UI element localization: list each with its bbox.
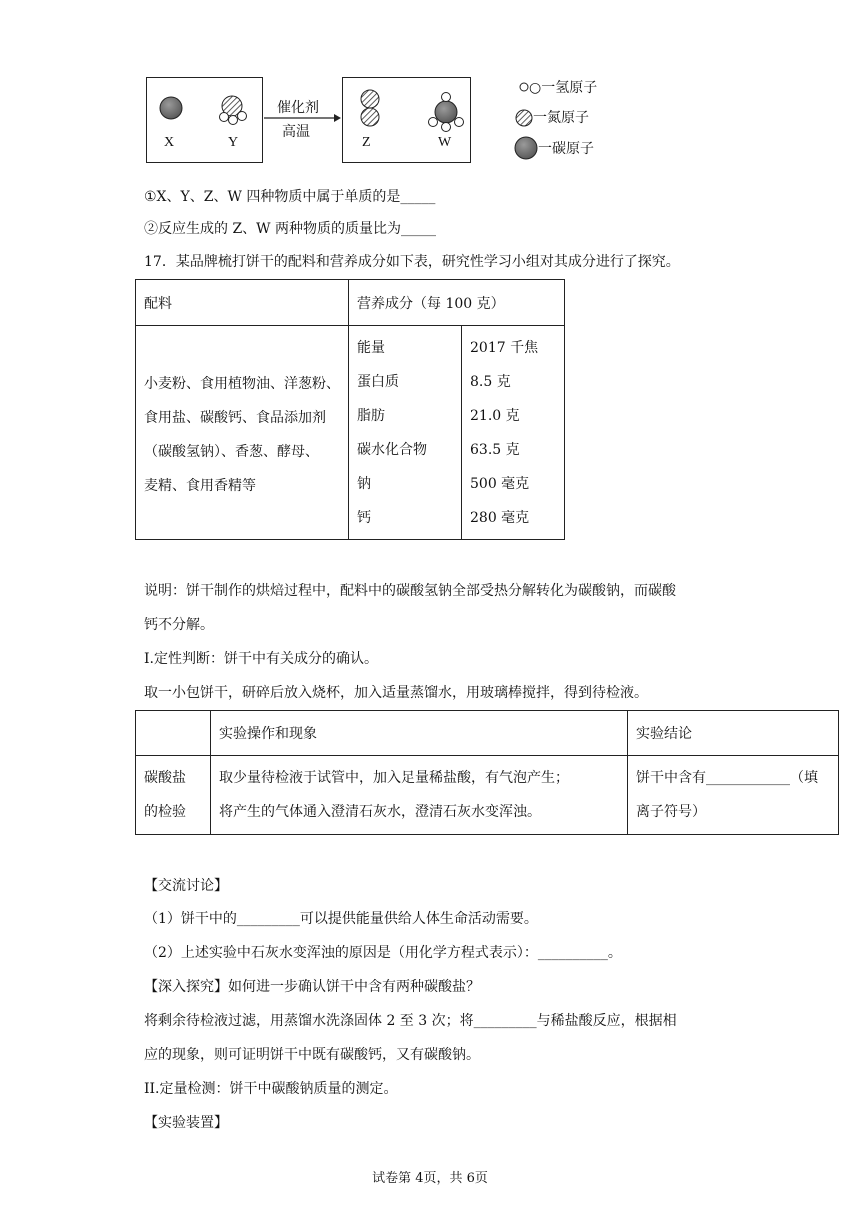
note-line-1: 说明：饼干制作的烘焙过程中，配料中的碳酸氢钠全部受热分解转化为碳酸钠，而碳酸 bbox=[144, 583, 676, 599]
nutrient-name: 钙 bbox=[357, 509, 371, 526]
nutrient-name: 能量 bbox=[357, 339, 385, 356]
row-label-line: 的检验 bbox=[144, 804, 186, 820]
nutrient-value: 63.5 克 bbox=[470, 441, 520, 458]
operation-line: 将产生的气体通入澄清石灰水，澄清石灰水变浑浊。 bbox=[219, 804, 541, 820]
row-label-cell bbox=[136, 756, 211, 835]
operation-cell bbox=[211, 756, 628, 835]
label-x: X bbox=[164, 135, 175, 150]
nutrient-value: 2017 千焦 bbox=[470, 339, 539, 356]
operation-line: 取少量待检液于试管中，加入足量稀盐酸，有气泡产生； bbox=[219, 770, 569, 786]
legend-hydrogen: ○一氢原子 bbox=[529, 80, 598, 96]
label-w: W bbox=[438, 135, 452, 150]
label-y: Y bbox=[228, 135, 239, 150]
ingredients-line: 食用盐、碳酸钙、食品添加剂 bbox=[144, 409, 326, 426]
molecule-drawings bbox=[0, 0, 860, 200]
row-label-line: 碳酸盐 bbox=[144, 770, 186, 786]
deep-inquiry-line-1: 将剩余待检液过滤，用蒸馏水洗涤固体 2 至 3 次；将_________与稀盐酸反应，根据相 bbox=[144, 1013, 677, 1029]
part-1-heading: I.定性判断：饼干中有关成分的确认。 bbox=[144, 651, 378, 667]
nutrient-values-cell bbox=[462, 326, 565, 540]
header-ingredients: 配料 bbox=[136, 280, 349, 326]
header-conclusion: 实验结论 bbox=[628, 711, 839, 756]
question-2: ②反应生成的 Z、W 两种物质的质量比为_____ bbox=[144, 221, 437, 237]
nutrient-value: 21.0 克 bbox=[470, 407, 520, 424]
nutrient-name: 钠 bbox=[357, 475, 371, 492]
header-nutrition: 营养成分（每 100 克） bbox=[349, 280, 565, 326]
discussion-item-2: （2）上述实验中石灰水变浑浊的原因是（用化学方程式表示）：__________。 bbox=[144, 945, 622, 961]
ingredient-nutrition-table bbox=[135, 279, 565, 540]
discussion-item-1: （1）饼干中的_________可以提供能量供给人体生命活动需要。 bbox=[144, 911, 538, 927]
nutrient-name: 碳水化合物 bbox=[357, 441, 427, 458]
experiment-table bbox=[135, 710, 839, 835]
ingredients-line: （碳酸氢钠）、香葱、酵母、 bbox=[144, 443, 319, 460]
nutrient-name: 蛋白质 bbox=[357, 373, 399, 390]
conclusion-line: 饼干中含有____________（填 bbox=[636, 770, 818, 786]
header-operation: 实验操作和现象 bbox=[211, 711, 628, 756]
question-17: 17．某品牌梳打饼干的配料和营养成分如下表，研究性学习小组对其成分进行了探究。 bbox=[144, 254, 680, 270]
nutrient-names-cell bbox=[349, 326, 462, 540]
ingredients-line: 小麦粉、食用植物油、洋葱粉、 bbox=[144, 375, 340, 392]
conclusion-line: 离子符号） bbox=[636, 804, 706, 820]
page-footer: 试卷第 4页，共 6页 bbox=[372, 1171, 488, 1186]
conclusion-cell bbox=[628, 756, 839, 835]
molecule-z bbox=[361, 90, 379, 126]
part-2-heading: II.定量检测：饼干中碳酸钠质量的测定。 bbox=[144, 1081, 398, 1097]
deep-inquiry-line-2: 应的现象，则可证明饼干中既有碳酸钙，又有碳酸钠。 bbox=[144, 1047, 480, 1063]
ingredients-cell bbox=[136, 326, 349, 540]
molecule-w bbox=[429, 93, 464, 132]
ingredients-line: 麦精、食用香精等 bbox=[144, 477, 256, 494]
question-1: ①X、Y、Z、W 四种物质中属于单质的是_____ bbox=[144, 189, 436, 205]
procedure-text: 取一小包饼干，研碎后放入烧杯，加入适量蒸馏水，用玻璃棒搅拌，得到待检液。 bbox=[144, 685, 648, 701]
molecule-y bbox=[220, 96, 247, 125]
legend-nitrogen: 一氮原子 bbox=[533, 110, 589, 126]
nutrient-value: 500 毫克 bbox=[470, 475, 530, 492]
note-line-2: 钙不分解。 bbox=[144, 617, 214, 633]
nutrient-value: 8.5 克 bbox=[470, 373, 511, 390]
arrow-top-label: 催化剂 bbox=[277, 100, 319, 116]
deep-inquiry-heading: 【深入探究】如何进一步确认饼干中含有两种碳酸盐？ bbox=[144, 979, 480, 995]
label-z: Z bbox=[362, 135, 371, 150]
arrow-bottom-label: 高温 bbox=[282, 124, 310, 140]
nutrient-value: 280 毫克 bbox=[470, 509, 530, 526]
discussion-heading: 【交流讨论】 bbox=[144, 878, 228, 894]
header-empty bbox=[136, 711, 211, 756]
legend-carbon: 一碳原子 bbox=[538, 141, 594, 157]
apparatus-heading: 【实验装置】 bbox=[144, 1115, 228, 1131]
molecule-x bbox=[160, 97, 182, 119]
nutrient-name: 脂肪 bbox=[357, 407, 385, 424]
